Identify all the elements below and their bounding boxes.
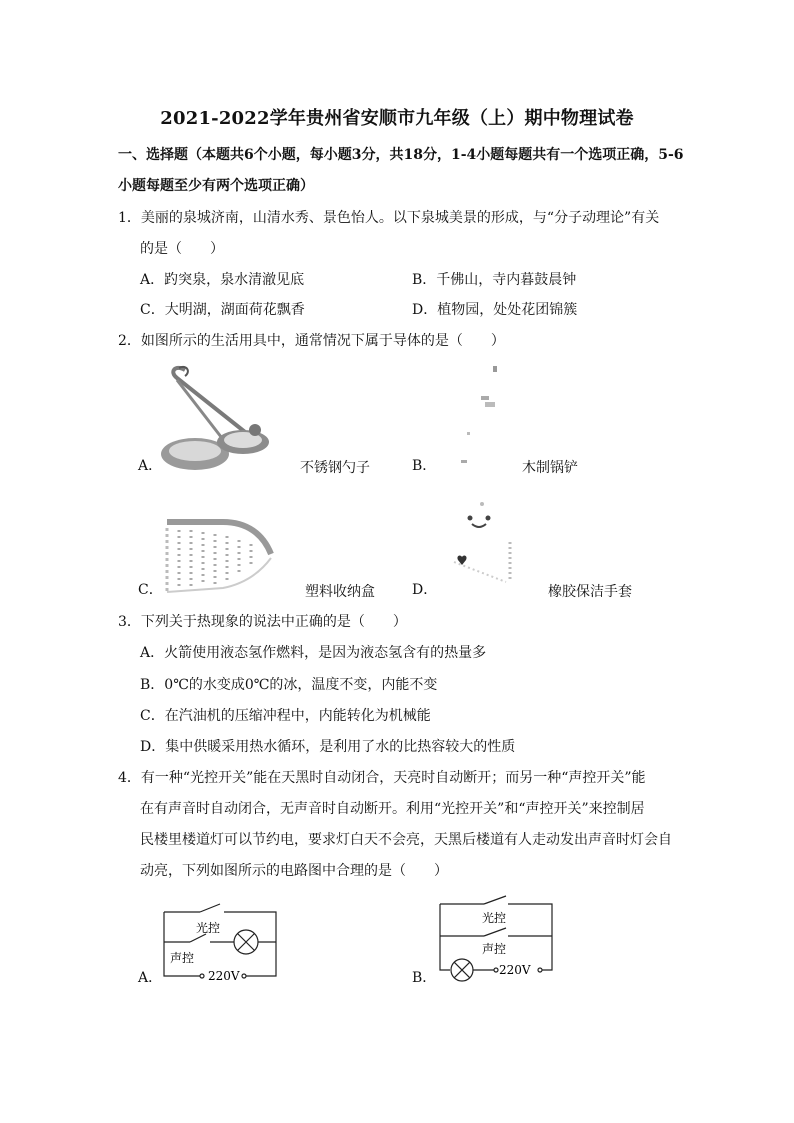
q4-stem-line4: 动亮，下列如图所示的电路图中合理的是（ ）	[140, 863, 448, 879]
q4-stem-line1: 4．有一种“光控开关”能在天黑时自动闭合，天亮时自动断开；而另一种“声控开关”能	[118, 770, 646, 786]
wooden-spatula-image	[455, 360, 515, 470]
q2-option-a-caption: 不锈钢勺子	[300, 460, 370, 476]
q3-option-a: A．火箭使用液态氢作燃料，是因为液态氢含有的热量多	[140, 645, 487, 661]
q1-option-b: B．千佛山，寺内暮鼓晨钟	[412, 272, 577, 288]
q3-option-b: B．0℃的水变成0℃的冰，温度不变，内能不变	[140, 677, 438, 693]
q2-option-d-label: D．	[412, 582, 438, 598]
spoon-image	[155, 362, 285, 474]
q2-option-c-caption: 塑料收纳盒	[305, 584, 375, 600]
circuit-b-sound-label: 声控	[482, 942, 507, 956]
q1-stem-line2: 的是（ ）	[140, 241, 224, 257]
q2-option-b-label: B．	[412, 458, 437, 474]
circuit-diagram-b	[436, 892, 558, 984]
q4-option-b-label: B．	[412, 970, 437, 986]
q4-stem-line2: 在有声音时自动闭合，无声音时自动断开。利用“光控开关”和“声控开关”来控制居	[140, 801, 645, 817]
circuit-a-voltage-label: 220V	[208, 969, 240, 983]
q3-option-c: C．在汽油机的压缩冲程中，内能转化为机械能	[140, 708, 431, 724]
circuit-a-sound-label: 声控	[170, 951, 195, 965]
page-title: 2021-2022学年贵州省安顺市九年级（上）期中物理试卷	[160, 108, 634, 129]
circuit-diagram-a	[160, 900, 282, 984]
plastic-box-image	[163, 518, 275, 598]
circuit-a-light-label: 光控	[196, 921, 221, 935]
q1-stem-line1: 1．美丽的泉城济南，山清水秀、景色怡人。以下泉城美景的形成，与“分子动理论”有关	[118, 210, 660, 226]
section-heading-line1: 一、选择题（本题共6个小题，每小题3分，共18分，1-4小题每题共有一个选项正确，5-6	[118, 147, 684, 163]
q4-option-a-label: A．	[138, 970, 163, 986]
q2-stem: 2．如图所示的生活用具中，通常情况下属于导体的是（ ）	[118, 333, 505, 349]
q2-option-b-caption: 木制锅铲	[522, 460, 578, 476]
section-heading-line2: 小题每题至少有两个选项正确）	[118, 178, 314, 194]
rubber-glove-image	[448, 498, 524, 594]
q2-option-a-label: A．	[138, 458, 163, 474]
q2-option-d-caption: 橡胶保洁手套	[548, 584, 632, 600]
q1-option-c: C．大明湖，湖面荷花飘香	[140, 302, 305, 318]
circuit-b-voltage-label: 220V	[499, 963, 531, 977]
q1-option-a: A．趵突泉，泉水清澈见底	[140, 272, 305, 288]
q2-option-c-label: C．	[138, 582, 163, 598]
q1-option-d: D．植物园，处处花团锦簇	[412, 302, 578, 318]
circuit-b-light-label: 光控	[482, 911, 507, 925]
q3-option-d: D．集中供暖采用热水循环，是利用了水的比热容较大的性质	[140, 739, 516, 755]
q4-stem-line3: 民楼里楼道灯可以节约电，要求灯白天不会亮，天黑后楼道有人走动发出声音时灯会自	[140, 832, 672, 848]
q3-stem: 3．下列关于热现象的说法中正确的是（ ）	[118, 614, 407, 630]
